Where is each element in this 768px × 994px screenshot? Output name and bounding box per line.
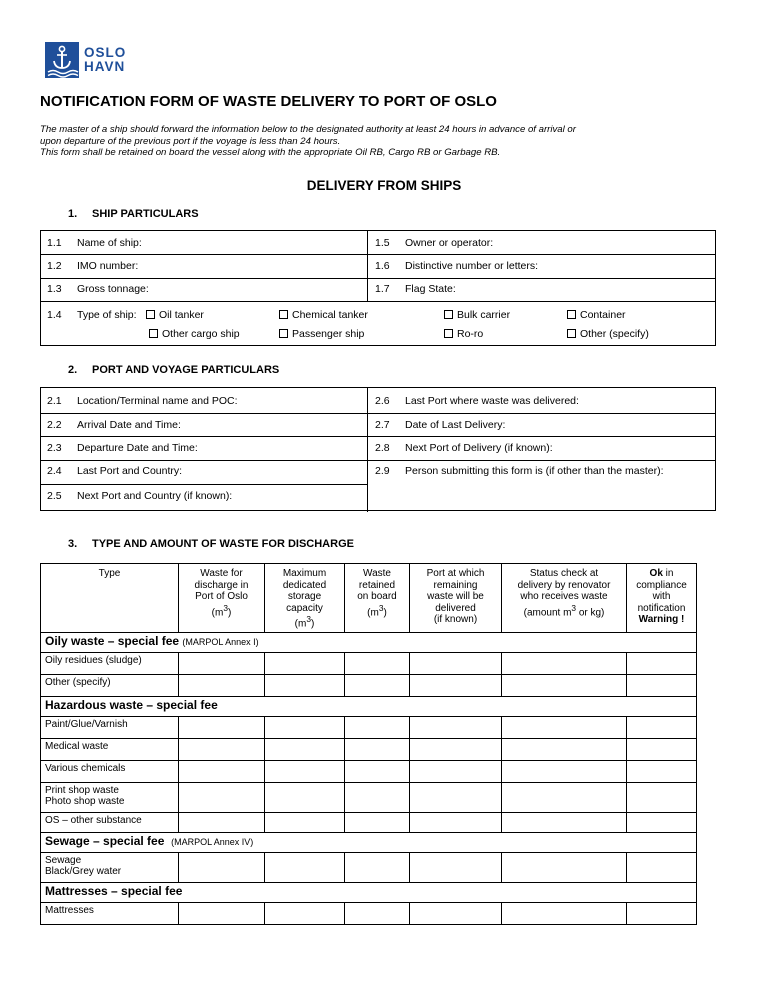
field-next-port-country[interactable]: Next Port and Country (if known): [77, 490, 233, 502]
table-row[interactable]: Print shop waste Photo shop waste [41, 782, 697, 812]
checkbox-chemical-tanker[interactable]: Chemical tanker [279, 309, 368, 321]
group-hazardous-waste: Hazardous waste – special fee [41, 696, 697, 716]
section-3-heading: 3. TYPE AND AMOUNT OF WASTE FOR DISCHARGE [68, 538, 354, 550]
logo-line-2: HAVN [84, 59, 126, 74]
field-person-submitting[interactable]: Person submitting this form is (if other than the master): [405, 465, 664, 477]
header-status-check: Status check at delivery by renovator who receives waste (amount $m^3$ or kg) [502, 564, 627, 633]
table-row[interactable]: Various chemicals [41, 760, 697, 782]
checkbox-other-cargo-ship[interactable]: Other cargo ship [149, 328, 240, 340]
checkbox-container[interactable]: Container [567, 309, 626, 321]
field-last-delivery-date[interactable]: Date of Last Delivery: [405, 419, 506, 431]
section-2-heading: 2. PORT AND VOYAGE PARTICULARS [68, 364, 280, 376]
header-compliance: Ok in compliance with notification Warning ! [627, 564, 697, 633]
anchor-icon [45, 42, 79, 78]
field-distinctive-number[interactable]: Distinctive number or letters: [405, 260, 539, 272]
page-title: NOTIFICATION FORM OF WASTE DELIVERY TO PORT OF OSLO [40, 93, 497, 110]
group-oily-waste: Oily waste – special fee (MARPOL Annex I) [41, 632, 697, 652]
field-arrival-date[interactable]: Arrival Date and Time: [77, 419, 181, 431]
section-subtitle: DELIVERY FROM SHIPS [306, 178, 462, 193]
header-max-storage: Maximum dedicated storage capacity $(m^3)$ [265, 564, 345, 633]
port-voyage-grid: 2.1 Location/Terminal name and POC: 2.6 Last Port where waste was delivered: 2.2 Arrival Date and Time: 2.7 Date of Last Delivery: 2.3 Departure Date and Time: 2.8 Next Port of Delivery (if known): 2.4 Last Port and Country: 2.9 Person submitting this form is (if other than the master): 2.5 Next Port and Country (if known): [40, 387, 716, 511]
group-mattresses: Mattresses – special fee [41, 882, 697, 902]
checkbox-passenger-ship[interactable]: Passenger ship [279, 328, 364, 340]
table-row[interactable]: Mattresses [41, 902, 697, 924]
field-location-terminal[interactable]: Location/Terminal name and POC: [77, 395, 238, 407]
section-1-heading: 1. SHIP PARTICULARS [68, 208, 199, 220]
checkbox-oil-tanker[interactable]: Oil tanker [146, 309, 204, 321]
field-departure-date[interactable]: Departure Date and Time: [77, 442, 198, 454]
checkbox-bulk-carrier[interactable]: Bulk carrier [444, 309, 510, 321]
header-type: Type [41, 564, 179, 633]
checkbox-other-specify[interactable]: Other (specify) [567, 328, 649, 340]
field-last-delivery-port[interactable]: Last Port where waste was delivered: [405, 395, 579, 407]
logo-line-1: OSLO [84, 45, 127, 60]
header-waste-for-discharge: Waste for discharge in Port of Oslo $(m^3)$ [179, 564, 265, 633]
field-last-port-country[interactable]: Last Port and Country: [77, 465, 183, 477]
table-row[interactable]: Sewage Black/Grey water [41, 852, 697, 882]
group-sewage: Sewage – special fee (MARPOL Annex IV) [41, 832, 697, 852]
table-row[interactable]: Medical waste [41, 738, 697, 760]
field-imo-number[interactable]: IMO number: [77, 260, 139, 272]
field-flag-state[interactable]: Flag State: [405, 283, 456, 295]
intro-text: The master of a ship should forward the information below to the designated authority at least 24 hours in advance of arrival or upon departure of the previous port if the voyage is less than 24 hours. This form shall be retained on board the vessel along with the appropriate Oil RB, Cargo RB or Garbage RB. [40, 124, 576, 158]
ship-particulars-grid: 1.1 Name of ship: 1.5 Owner or operator: 1.2 IMO number: 1.6 Distinctive number or letters: 1.3 Gross tonnage: 1.7 Flag State: 1.4 Type of ship: Oil tanker Chemical tanker Bulk carrier Container Other cargo ship Passenger ship Ro-ro Other (specify) [40, 230, 716, 346]
checkbox-ro-ro[interactable]: Ro-ro [444, 328, 483, 340]
waste-table-header [41, 564, 697, 633]
table-row[interactable]: Oily residues (sludge) [41, 652, 697, 674]
oslo-havn-logo [45, 40, 126, 80]
field-gross-tonnage[interactable]: Gross tonnage: [77, 283, 149, 295]
field-name-of-ship[interactable]: Name of ship: [77, 237, 142, 249]
field-owner-operator[interactable]: Owner or operator: [405, 237, 494, 249]
table-row[interactable]: Paint/Glue/Varnish [41, 716, 697, 738]
header-waste-retained: Waste retained on board $(m^3)$ [345, 564, 410, 633]
waste-table [40, 563, 697, 925]
table-row[interactable]: OS – other substance [41, 812, 697, 832]
field-next-delivery-port[interactable]: Next Port of Delivery (if known): [405, 442, 553, 454]
table-row[interactable]: Other (specify) [41, 674, 697, 696]
header-port-remaining: Port at which remaining waste will be delivered (if known) [410, 564, 502, 633]
